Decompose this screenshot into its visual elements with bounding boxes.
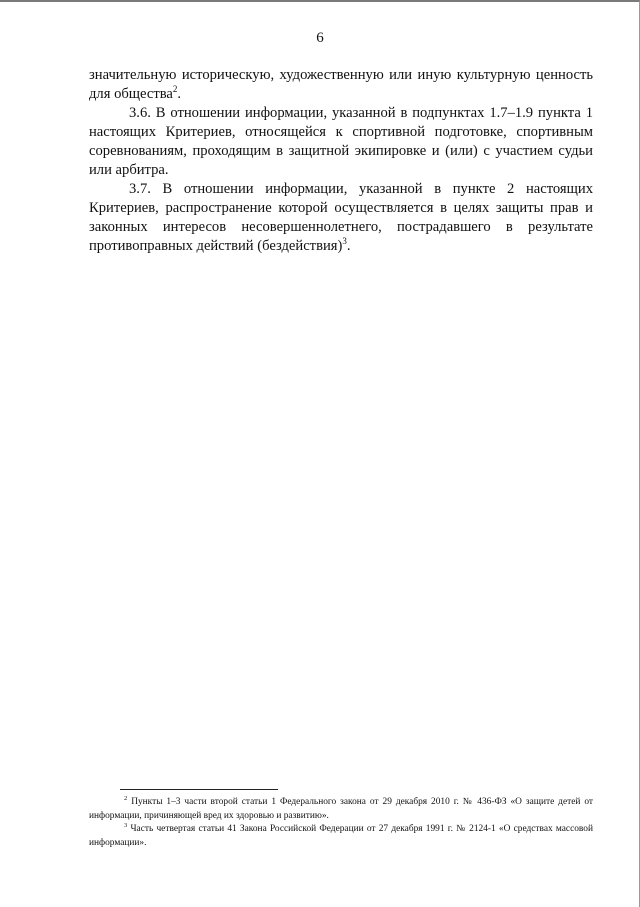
footnote-mark: 2 [124, 794, 128, 802]
paragraph-tail: . [177, 86, 182, 102]
paragraph-tail: . [346, 238, 351, 254]
paragraph-text: 3.7. В отношении информации, указанной в пункте 2 настоящих Критериев, распространение которой осуществляется в целях защиты прав и законных интересов несовершеннолетнего, пострадавшего в результате противоправных действий (бездействия) [89, 181, 593, 254]
paragraph-3-6 [89, 104, 593, 180]
page-number: 6 [316, 30, 324, 46]
footnote-2 [89, 796, 593, 823]
footnote-ref[interactable]: 2 [172, 84, 178, 95]
paragraph-continuation [89, 66, 593, 104]
footnote-mark: 3 [124, 821, 128, 829]
footnote-ref[interactable]: 3 [342, 236, 347, 247]
paragraph-text: 3.6. В отношении информации, указанной в подпунктах 1.7–1.9 пункта 1 настоящих Критериев, относящейся к спортивной подготовке, спортивным соревнованиям, проходящим в защитной экипировке и (или) с участием судьи или арбитра. [89, 105, 593, 178]
footnote-separator [120, 789, 278, 790]
paragraph-3-7 [89, 180, 593, 256]
footnote-text: Пункты 1–3 части второй статьи 1 Федерального закона от 29 декабря 2010 г. № 436-ФЗ «О защите детей от информации, причиняющей вред их здоровью и развитию». [89, 797, 593, 821]
paragraph-text: значительную историческую, художественную или иную культурную ценность для общества [89, 67, 593, 102]
footnote-3 [89, 823, 593, 850]
document-body [89, 66, 593, 256]
footnotes [89, 796, 593, 850]
footnote-text: Часть четвертая статьи 41 Закона Российской Федерации от 27 декабря 1991 г. № 2124-1 «О средствах массовой информации». [89, 824, 593, 848]
